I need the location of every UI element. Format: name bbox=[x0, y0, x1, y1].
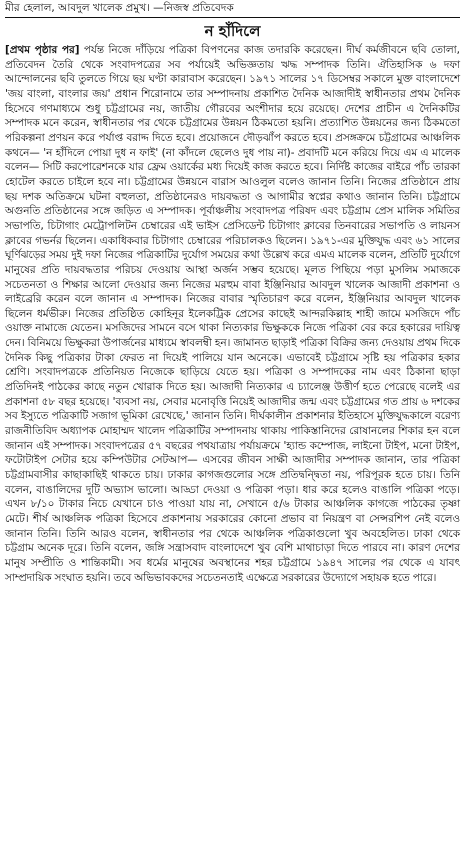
article-body bbox=[5, 43, 460, 585]
article-text: পর্যন্ত নিজে দাঁড়িয়ে পত্রিকা বিপণনের কাজ তদারকি করেছেন। দীর্ঘ কর্মজীবনে ছবি তোলা, প্রতিবেদন তৈরি থেকে সংবাদপত্রের সব পর্যায়েই অভিজ্ঞতায় ঋদ্ধ সম্পাদক তিনি। ঐতিহাসিক ৬ দফা আন্দোলনের ছবি তুলতে গিয়ে ছয় ঘণ্টা কারাবাস করেছেন। ১৯৭১ সালের ১৭ ডিসেম্বর সকালে মুক্ত বাংলাদেশে 'জয় বাংলা, বাংলার জয়' প্রধান শিরোনামে তার সম্পাদনায় প্রকাশিত দৈনিক আজাদীই স্বাধীনতার প্রথম দৈনিক হিসেবে গণমাধ্যমে শুধু চট্টগ্রামের নয়, জাতীয় গৌরবের অংশীদার হয়ে রয়েছে। দেশের প্রাচীন এ দৈনিকটির সম্পাদক মনে করেন, স্বাধীনতার পর থেকে চট্টগ্রামের উন্নয়ন ঠিকমতো হয়নি। প্রত্যাশিত উন্নয়নের জন্য ঠিকমতো পরিকল্পনা প্রণয়ন করে পর্যাপ্ত বরাদ্দ দিতে হবে। প্রয়োজনে দৌড়ঝাঁপ করতে হবে। প্রসঙ্গক্রমে চট্টগ্রামের আঞ্চলিক কথনে— 'ন হাঁদিলে পোয়া দুধ ন ফাই' (না কাঁদলে ছেলেও দুধ পায় না)- প্রবাদটি মনে করিয়ে দিয়ে এম এ মালেক বলেন— সিটি করপোরেশনকে যার ফ্রেম ওয়ার্কের মধ্য দিয়েই কাজ করতে হবে। নির্দিষ্ট কাজের বাইরে পাঁচ তারকা হোটেল করতে চাইলে হবে না। চট্টগ্রামের উন্নয়নে বারাস আওলুল বলেও জানান তিনি। নিজের প্রতিষ্ঠানে প্রায় ছয় দশক অতিক্রমে ঘটনা বহুলতা, প্রতিষ্ঠানেরও দায়বদ্ধতা ও আগামীর স্বপ্নের কথাও জানান তিনি। চট্টগ্রামে অগুনতি প্রতিষ্ঠানের সঙ্গে জড়িত এ সম্পাদক। পূর্বাঞ্চলীয় সংবাদপত্র পরিষদ এবং চট্টগ্রাম প্রেস মালিক সমিতির সভাপতি, চিটাগাং মেট্রোপলিটন চেম্বারের এই ভাইস প্রেসিডেন্ট চিটাগাং ক্লাবের তিনবারের সভাপতি ও লায়নস ক্লাবের গভর্নর ছিলেন। একাধিকবার চিটাগাং চেম্বারের পরিচালকও ছিলেন। ১৯৭১-এর মুক্তিযুদ্ধ এবং ৬১ সালের ঘূর্ণিঝড়ের সময় দুই দফা নিজের পত্রিকাটির দুর্যোগ সময়ের কথা উল্লেখ করে এমএ মালেক বলেন, প্রতিটি দুর্যোগে মানুষের প্রতি দায়বদ্ধতার পরিচয় দেওয়ায় আস্থা অর্জন সম্ভব হয়েছে। মূলত পিছিয়ে পড়া মুসলিম সমাজকে সচেতনতা ও শিক্ষার আলো দেওয়ার জন্য নিজের মরহুম বাবা ইঞ্জিনিয়ার আবদুল খালেক আজাদী প্রকাশনা ও লাইব্রেরি করেন বলে জানান এ সম্পাদক। নিজের বাবার স্মৃতিচারণ করে বলেন, ইঞ্জিনিয়ার আবদুল খালেক ছিলেন ধর্মভীরু। নিজের প্রতিষ্ঠিত কোহিনূর ইলেকট্রিক প্রেসের কাছেই আন্দরকিল্লাহ শাহী জামে মসজিদে পাঁচ ওয়াক্ত নামাজে যেতেন। মসজিদের সামনে বসে থাকা নিত্যকার ভিক্ষুককে নিজে পত্রিকা বের করে হকারের দায়িত্ব দেন। বিনিময়ে ভিক্ষুকরা উপার্জনের মাধ্যমে স্বাবলম্বী হন। জামানত ছাড়াই পত্রিকা বিক্রির জন্য দেওয়ায় প্রথম দিকে দৈনিক কিছু পত্রিকার টাকা ফেরত না দিয়েই পালিয়ে যান অনেকে। এভাবেই চট্টগ্রামে সৃষ্টি হয় পত্রিকার হকার শ্রেণি। সংবাদপত্রকে প্রতিনিয়ত নিজেকে ছাড়িয়ে যেতে হয়। পত্রিকা ও সম্পাদকের নাম এবং ঠিকানা ছাড়া প্রতিদিনই পাঠকের কাছে নতুন খোরাক দিতে হয়। আজাদী নিত্যকার এ চ্যালেঞ্জ উত্তীর্ণ হতে পেরেছে বলেই এর প্রকাশনা ৫৮ বছর হয়েছে। 'ব্যবসা নয়, সেবার মনোবৃত্তি নিয়েই আজাদীর জন্ম এবং চট্টগ্রামের গত প্রায় ৬ দশকের সব ইস্যুতে পত্রিকাটি সজাগ ভূমিকা রেখেছে,' জানান তিনি। দীর্ঘকালীন প্রকাশনার ইতিহাসে মুক্তিযুদ্ধকালে বরেণ্য রাজনীতিবিদ অধ্যাপক মোহাম্মদ খালেদ পত্রিকাটির সম্পাদনায় থাকায় পাকিস্তানিদের রোষানলের শিকার হন বলে জানান এই সম্পাদক। সংবাদপত্রের ৫৭ বছরের পথযাত্রায় পর্যায়ক্রমে 'হ্যান্ড কম্পোজ, লাইনো টাইপ, মনো টাইপ, ফটোটাইপ সেটার হয়ে কম্পিউটার সেটআপ— এসবের জীবন সাক্ষী আজাদীর সম্পাদক জানান, তার পত্রিকা চট্টগ্রামবাসীর কাছাকাছিই থাকতে চায়। ঢাকার কাগজগুলোর সঙ্গে প্রতিদ্বন্দ্বিতা নয়, পরিপূরক হতে চায়। তিনি বলেন, বাঙালিদের দুটি অভ্যাস ভালো। আড্ডা দেওয়া ও পত্রিকা পড়া। ধার করে হলেও বাঙালি পত্রিকা পড়ে। এখন ৮/১০ টাকার নিচে যেখানে চাও পাওয়া যায় না, সেখানে ৫/৬ টাকার আঞ্চলিক কাগজে পাঠকের তৃষ্ণা মেটে। শীর্ষ আঞ্চলিক পত্রিকা হিসেবে প্রকাশনায় সরকারের কোনো প্রভাব বা নিয়ন্ত্রণ বা সেন্সরশিপ নেই বলেও জানান তিনি। তিনি আরও বলেন, স্বাধীনতার পর থেকে আঞ্চলিক পত্রিকাগুলো খুব অবহেলিত। ঢাকা থেকে চট্টগ্রাম অনেক দূরে। তিনি বলেন, জঙ্গি সন্ত্রাসবাদ বাংলাদেশে খুব বেশি মাথাচাড়া দিতে পারবে না। কারণ দেশের মানুষ সম্প্রীতি ও শান্তিকামী। সব ধর্মের মানুষের অবস্থানের শহর চট্টগ্রামে ১৯৪৭ সালের পর থেকে এ যাবৎ সাম্প্রদায়িক সংঘাত হয়নি। তবে অভিভাবকদের সচেতনতাই এক্ষেত্রে সরকারের উদ্যোগে সহায়ক হতে পারে। bbox=[5, 44, 460, 584]
article-paragraph bbox=[5, 43, 460, 585]
byline: মীর হেলাল, আবদুল খালেক প্রমুখ। —নিজস্ব প্রতিবেদক bbox=[5, 0, 460, 18]
continuation-marker: [প্রথম পৃষ্ঠার পর] bbox=[5, 44, 80, 56]
article-headline: ন হাঁদিলে bbox=[204, 22, 261, 40]
